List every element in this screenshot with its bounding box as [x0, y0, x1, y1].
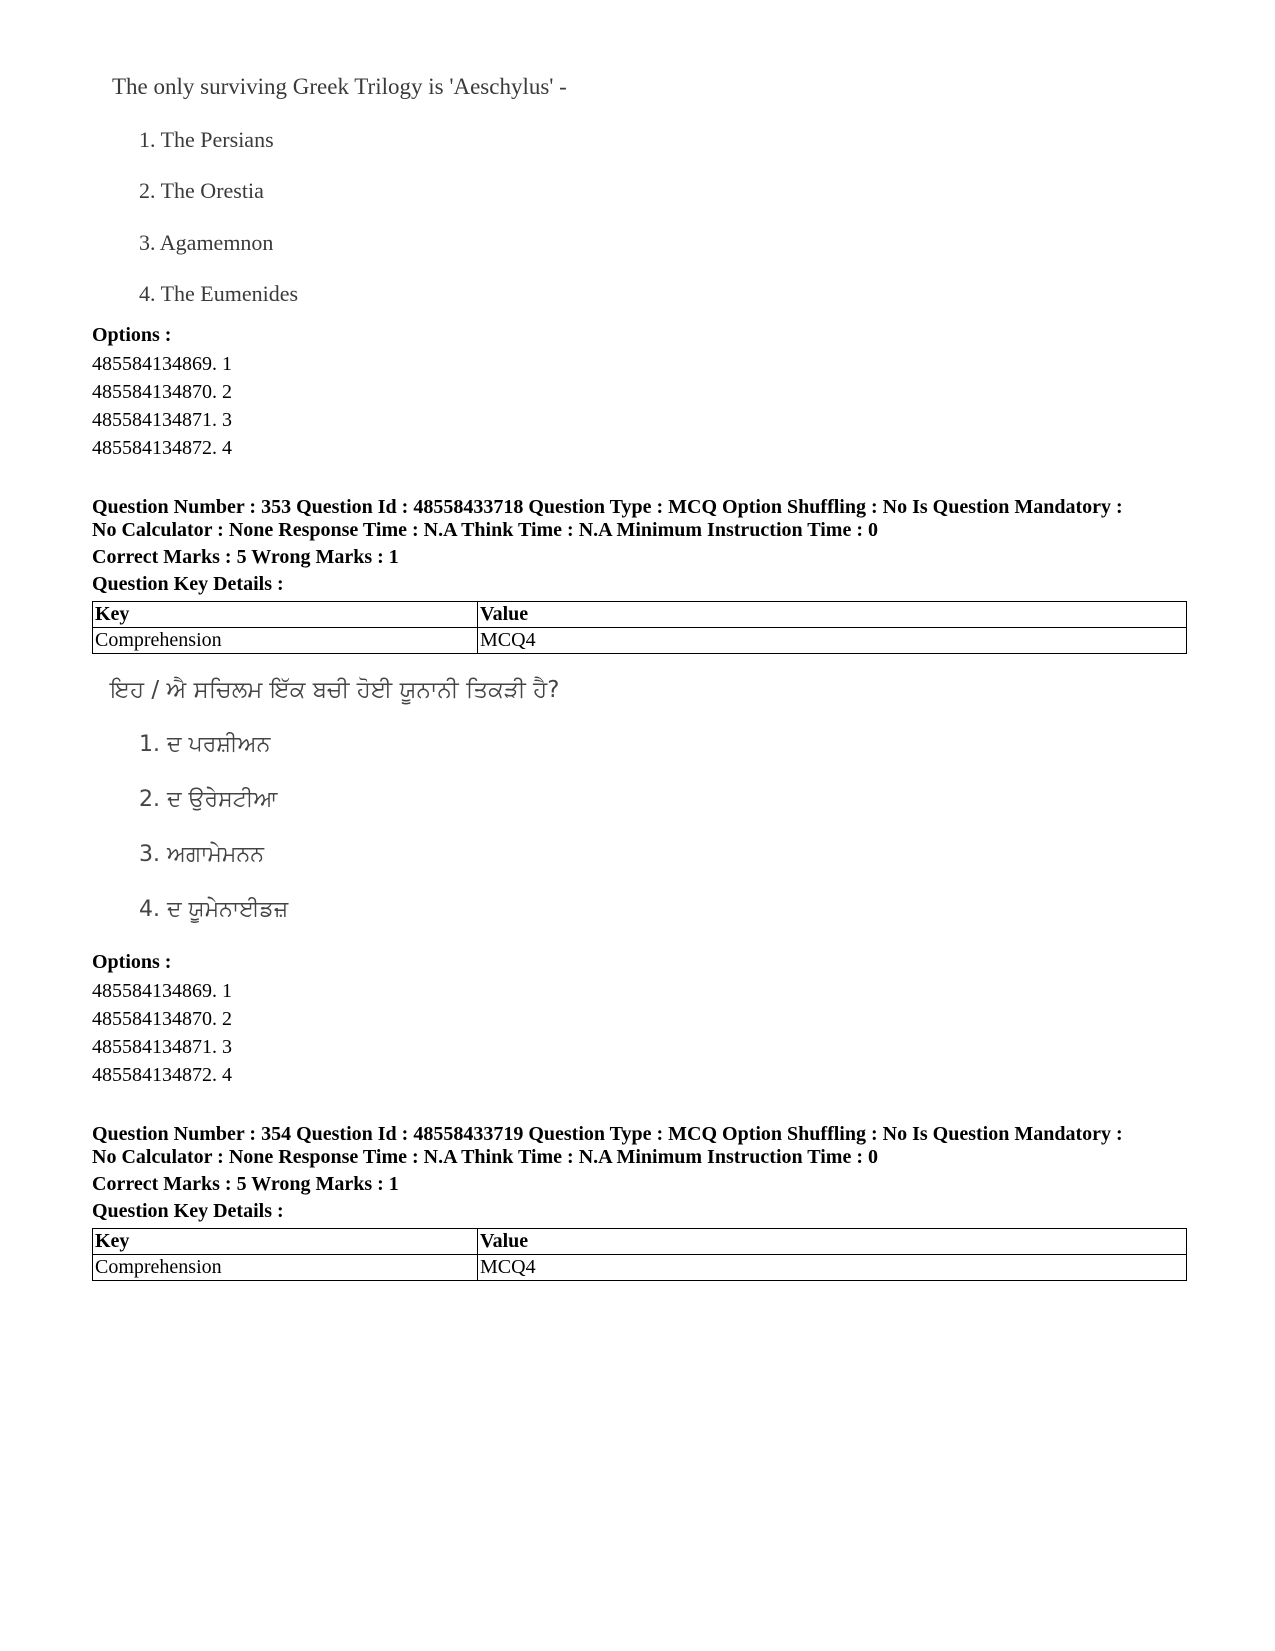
question-marks: Correct Marks : 5 Wrong Marks : 1 — [92, 1173, 399, 1195]
table-cell-value: MCQ4 — [478, 628, 1187, 654]
question-item: 1. ਦ ਪਰਸ਼ੀਅਨ — [139, 732, 271, 757]
question-item: 3. Agamemnon — [139, 230, 274, 255]
table-header-key: Key — [93, 1229, 478, 1255]
question-key-table — [92, 1228, 1187, 1281]
option-line: 485584134869. 1 — [92, 980, 232, 1002]
question-meta-line: No Calculator : None Response Time : N.A Think Time : N.A Minimum Instruction Time : 0 — [92, 1146, 878, 1168]
table-cell-key: Comprehension — [93, 1255, 478, 1281]
question-meta-line: No Calculator : None Response Time : N.A Think Time : N.A Minimum Instruction Time : 0 — [92, 519, 878, 541]
question-stem: The only surviving Greek Trilogy is 'Aeschylus' - — [112, 74, 567, 99]
question-key-table — [92, 601, 1187, 654]
question-item: 4. The Eumenides — [139, 281, 299, 306]
table-cell-key: Comprehension — [93, 628, 478, 654]
table-header-value: Value — [478, 1229, 1187, 1255]
option-line: 485584134872. 4 — [92, 1064, 232, 1086]
option-line: 485584134870. 2 — [92, 1008, 232, 1030]
question-meta — [92, 1123, 1123, 1169]
question-key-details-title: Question Key Details : — [92, 573, 284, 595]
question-item: 2. ਦ ਉਰੇਸਟੀਆ — [139, 787, 278, 812]
question-item: 4. ਦ ਯੂਮੇਨਾਈਡਜ਼ — [139, 897, 289, 922]
table-row — [93, 1255, 1187, 1281]
table-header-value: Value — [478, 602, 1187, 628]
question-item: 1. The Persians — [139, 127, 274, 152]
table-cell-value: MCQ4 — [478, 1255, 1187, 1281]
table-header-key: Key — [93, 602, 478, 628]
option-line: 485584134869. 1 — [92, 353, 232, 375]
options-list — [92, 977, 232, 1089]
question-item: 2. The Orestia — [139, 178, 264, 203]
question-marks: Correct Marks : 5 Wrong Marks : 1 — [92, 546, 399, 568]
question-meta-line: Question Number : 354 Question Id : 48558433719 Question Type : MCQ Option Shuffling : No Is Question Mandatory : — [92, 1123, 1123, 1145]
question-meta — [92, 496, 1123, 542]
question-item: 3. ਅਗਾਮੇਮਨਨ — [139, 842, 264, 867]
options-title: Options : — [92, 951, 172, 973]
table-header-row — [93, 1229, 1187, 1255]
option-line: 485584134871. 3 — [92, 1036, 232, 1058]
question-key-details-title: Question Key Details : — [92, 1200, 284, 1222]
table-row — [93, 628, 1187, 654]
option-line: 485584134870. 2 — [92, 381, 232, 403]
option-line: 485584134871. 3 — [92, 409, 232, 431]
question-meta-line: Question Number : 353 Question Id : 48558433718 Question Type : MCQ Option Shuffling : No Is Question Mandatory : — [92, 496, 1123, 518]
option-line: 485584134872. 4 — [92, 437, 232, 459]
table-header-row — [93, 602, 1187, 628]
options-title: Options : — [92, 324, 172, 346]
question-stem: ਇਹ / ਐ ਸਚਿਲਮ ਇੱਕ ਬਚੀ ਹੋਈ ਯੂਨਾਨੀ ਤਿਕੜੀ ਹੈ? — [110, 677, 560, 703]
options-list — [92, 350, 232, 462]
